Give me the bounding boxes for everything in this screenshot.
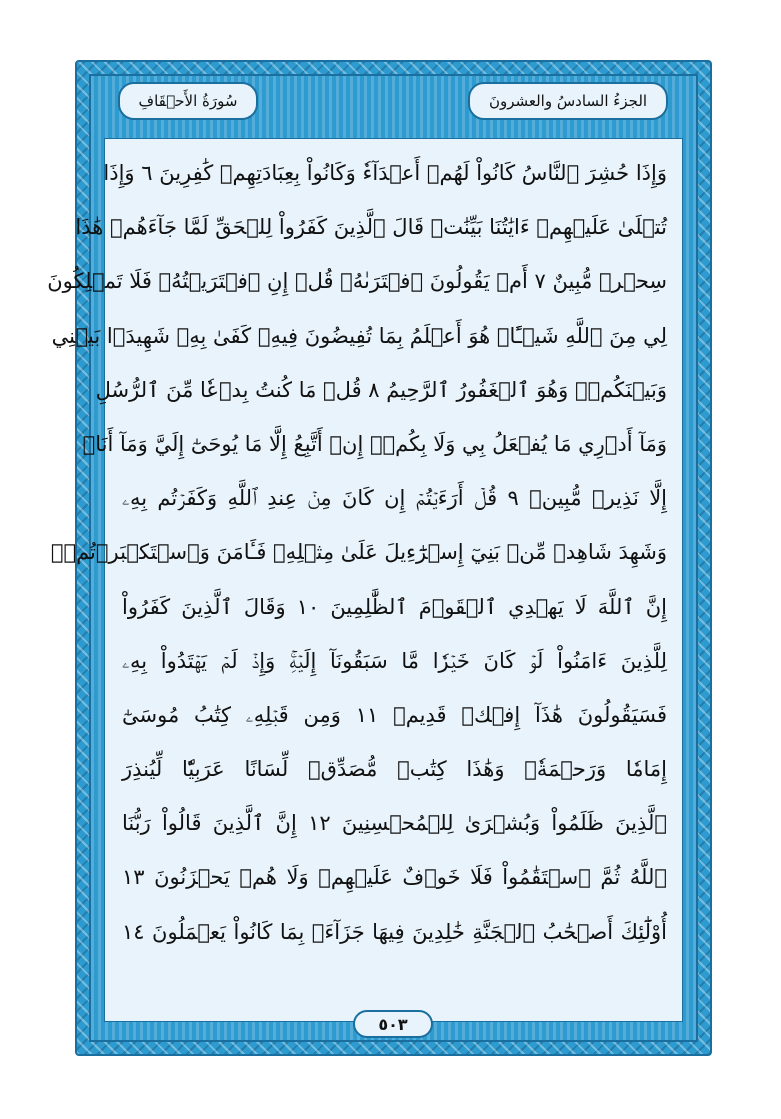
verse-line: سِحۡرٞ مُّبِينٌ ٧ أَمۡ يَقُولُونَ ٱفۡتَرَىٰهُۖ قُلۡ إِنِ ٱفۡتَرَيۡتُهُۥ فَلَا تَمۡلِكُونَ	[47, 269, 667, 294]
verse-line: وَإِذَا حُشِرَ ٱلنَّاسُ كَانُواْ لَهُمۡ أَعۡدَآءٗ وَكَانُواْ بِعِبَادَتِهِمۡ كَٰفِرِينَ ٦ وَإِذَا	[103, 161, 667, 185]
verse-line: وَبَيۡنَكُمۡۖ وَهُوَ ٱلۡغَفُورُ ٱلرَّحِيمُ ٨ قُلۡ مَا كُنتُ بِدۡعٗا مِّنَ ٱلرُّسُلِ	[95, 377, 667, 402]
verse-line: فَسَيَقُولُونَ هَٰذَآ إِفۡكٞ قَدِيمٞ ١١ وَمِن قَبۡلِهِۦ كِتَٰبُ مُوسَىٰٓ	[122, 702, 667, 727]
verse-line: تُتۡلَىٰ عَلَيۡهِمۡ ءَايَٰتُنَا بَيِّنَٰتٖ قَالَ ٱلَّذِينَ كَفَرُواْ لِلۡحَقِّ لَمَّا جَآءَهُمۡ هَٰذَا	[75, 215, 667, 240]
verse-line: إِمَامٗا وَرَحۡمَةٗۚ وَهَٰذَا كِتَٰبٞ مُّصَدِّقٞ لِّسَانًا عَرَبِيّٗا لِّيُنذِرَ	[122, 757, 667, 782]
juz-label: الجزءُ السادسُ والعشرونَ	[468, 82, 668, 120]
verse-line: لِي مِنَ ٱللَّهِ شَيۡـًٔاۖ هُوَ أَعۡلَمُ بِمَا تُفِيضُونَ فِيهِۚ كَفَىٰ بِهِۦ شَهِيدَۢا بَيۡنِي	[51, 323, 667, 348]
verse-line: ٱللَّهُ ثُمَّ ٱسۡتَقَٰمُواْ فَلَا خَوۡفٌ عَلَيۡهِمۡ وَلَا هُمۡ يَحۡزَنُونَ ١٣	[122, 865, 667, 890]
verse-line: ٱلَّذِينَ ظَلَمُواْ وَبُشۡرَىٰ لِلۡمُحۡسِنِينَ ١٢ إِنَّ ٱلَّذِينَ قَالُواْ رَبُّنَا	[122, 811, 667, 836]
page-number: ٥٠٣	[353, 1010, 433, 1038]
verse-line: إِلَّا نَذِيرٞ مُّبِينٞ ٩ قُلۡ أَرَءَيۡتُمۡ إِن كَانَ مِنۡ عِندِ ٱللَّهِ وَكَفَرۡتُم بِهِۦ	[122, 486, 668, 511]
verse-line: وَشَهِدَ شَاهِدٞ مِّنۢ بَنِيٓ إِسۡرَٰٓءِيلَ عَلَىٰ مِثۡلِهِۦ فَـَٔامَنَ وَٱسۡتَكۡبَرۡتُمۡۚ	[50, 540, 667, 565]
surah-label: سُورَةُ الأَحۡقَافِ	[118, 82, 258, 120]
verse-line: وَمَآ أَدۡرِي مَا يُفۡعَلُ بِي وَلَا بِكُمۡۖ إِنۡ أَتَّبِعُ إِلَّا مَا يُوحَىٰٓ إِلَيَّ وَمَآ أَنَا۠	[82, 431, 667, 456]
verse-line: أُوْلَٰٓئِكَ أَصۡحَٰبُ ٱلۡجَنَّةِ خَٰلِدِينَ فِيهَا جَزَآءَۢ بِمَا كَانُواْ يَعۡمَلُونَ ١٤	[122, 919, 667, 944]
verse-lines	[47, 146, 668, 959]
verse-line: لِلَّذِينَ ءَامَنُواْ لَوۡ كَانَ خَيۡرٗا مَّا سَبَقُونَآ إِلَيۡهِۚ وَإِذۡ لَمۡ يَهۡتَدُواْ بِهِۦ	[122, 648, 667, 673]
verse-line: إِنَّ ٱللَّهَ لَا يَهۡدِي ٱلۡقَوۡمَ ٱلظَّٰلِمِينَ ١٠ وَقَالَ ٱلَّذِينَ كَفَرُواْ	[122, 594, 668, 619]
